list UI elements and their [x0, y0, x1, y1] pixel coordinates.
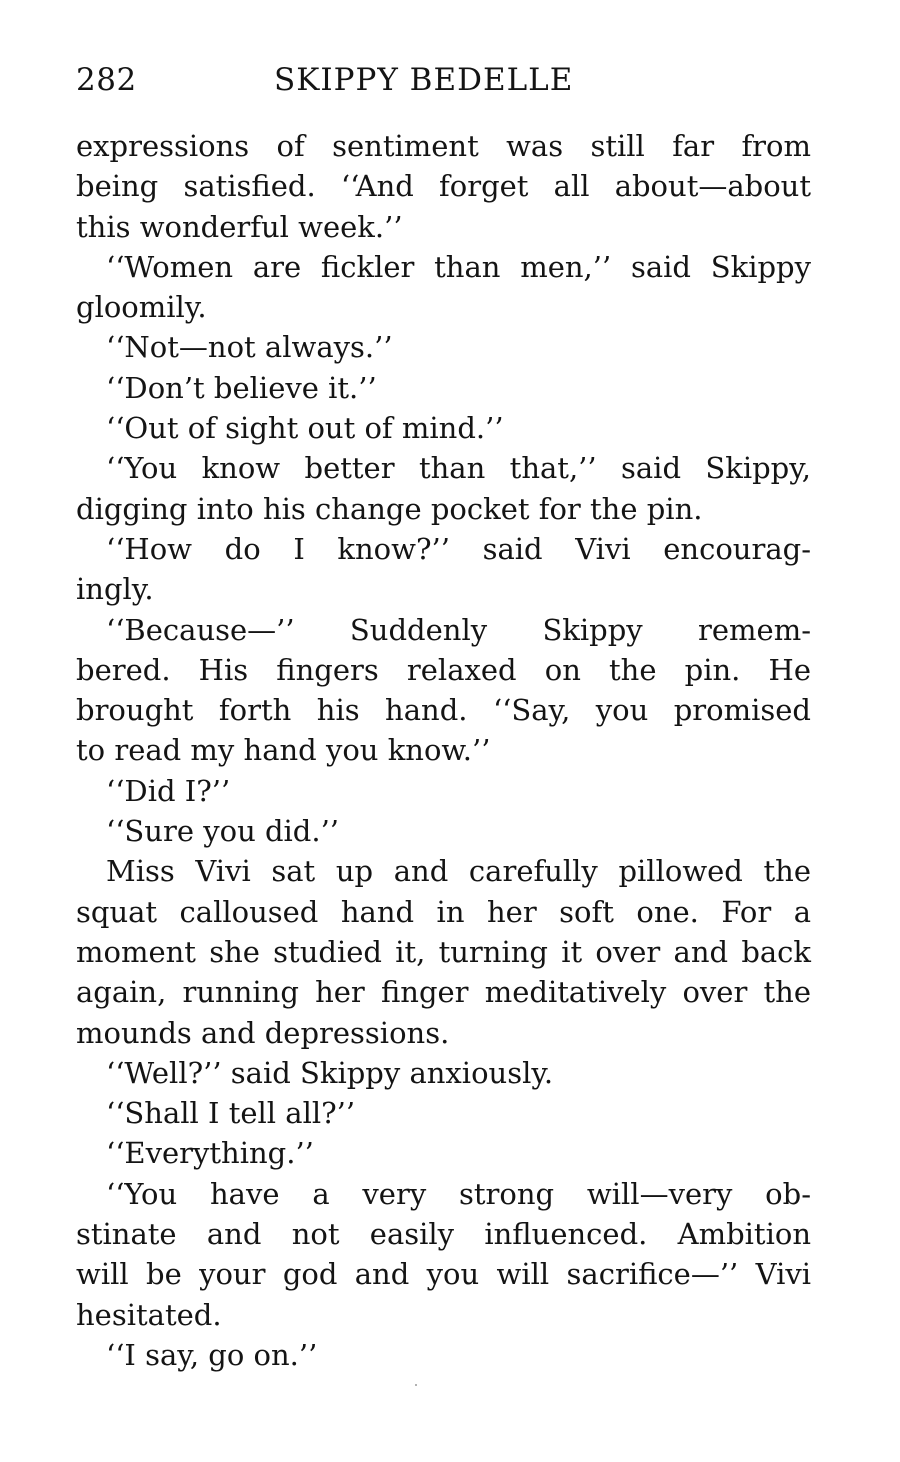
- text-line: ‘‘Sure you did.’’: [106, 814, 340, 849]
- text-line: moment she studied it, turning it over and back: [76, 934, 811, 969]
- text-line: hesitated.: [76, 1297, 222, 1332]
- text-line: squat calloused hand in her soft one. For a: [76, 894, 811, 929]
- text-line: ‘‘Out of sight out of mind.’’: [106, 411, 504, 446]
- text-line: ‘‘Because—’’ Suddenly Skippy remem-: [106, 612, 811, 647]
- text-line: gloomily.: [76, 290, 207, 325]
- text-line: being satisfied. ‘‘And forget all about—about: [76, 169, 811, 204]
- text-line: brought forth his hand. ‘‘Say, you promised: [76, 693, 811, 728]
- text-line: digging into his change pocket for the pin.: [76, 491, 703, 526]
- text-line: ‘‘Not—not always.’’: [106, 330, 393, 365]
- text-line: stinate and not easily influenced. Ambition: [76, 1217, 811, 1252]
- body-text: [76, 126, 811, 1375]
- text-line: bered. His fingers relaxed on the pin. He: [76, 652, 811, 687]
- text-line: ‘‘Women are fickler than men,’’ said Skippy: [106, 249, 811, 284]
- paper-speck: [415, 1384, 417, 1386]
- text-line: will be your god and you will sacrifice—’’ Vivi: [76, 1257, 811, 1292]
- text-line: ‘‘Well?’’ said Skippy anxiously.: [106, 1055, 554, 1090]
- text-line: Miss Vivi sat up and carefully pillowed the: [106, 854, 811, 889]
- text-line: this wonderful week.’’: [76, 209, 403, 244]
- text-line: ‘‘You know better than that,’’ said Skippy,: [106, 451, 811, 486]
- text-line: ingly.: [76, 572, 154, 607]
- text-line: ‘‘I say, go on.’’: [106, 1337, 318, 1372]
- text-line: ‘‘Shall I tell all?’’: [106, 1096, 356, 1131]
- text-line: ‘‘Everything.’’: [106, 1136, 314, 1171]
- text-line: mounds and depressions.: [76, 1015, 450, 1050]
- text-line: ‘‘How do I know?’’ said Vivi encourag-: [106, 531, 811, 566]
- text-line: ‘‘You have a very strong will—very ob-: [106, 1176, 811, 1211]
- running-head: [76, 58, 811, 102]
- running-title: SKIPPY BEDELLE: [274, 62, 574, 98]
- text-line: ‘‘Did I?’’: [106, 773, 231, 808]
- text-line: again, running her finger meditatively over the: [76, 975, 811, 1010]
- text-line: to read my hand you know.’’: [76, 733, 491, 768]
- text-line: ‘‘Don’t believe it.’’: [106, 370, 377, 405]
- page-number: 282: [76, 62, 137, 98]
- text-line: expressions of sentiment was still far from: [76, 129, 811, 163]
